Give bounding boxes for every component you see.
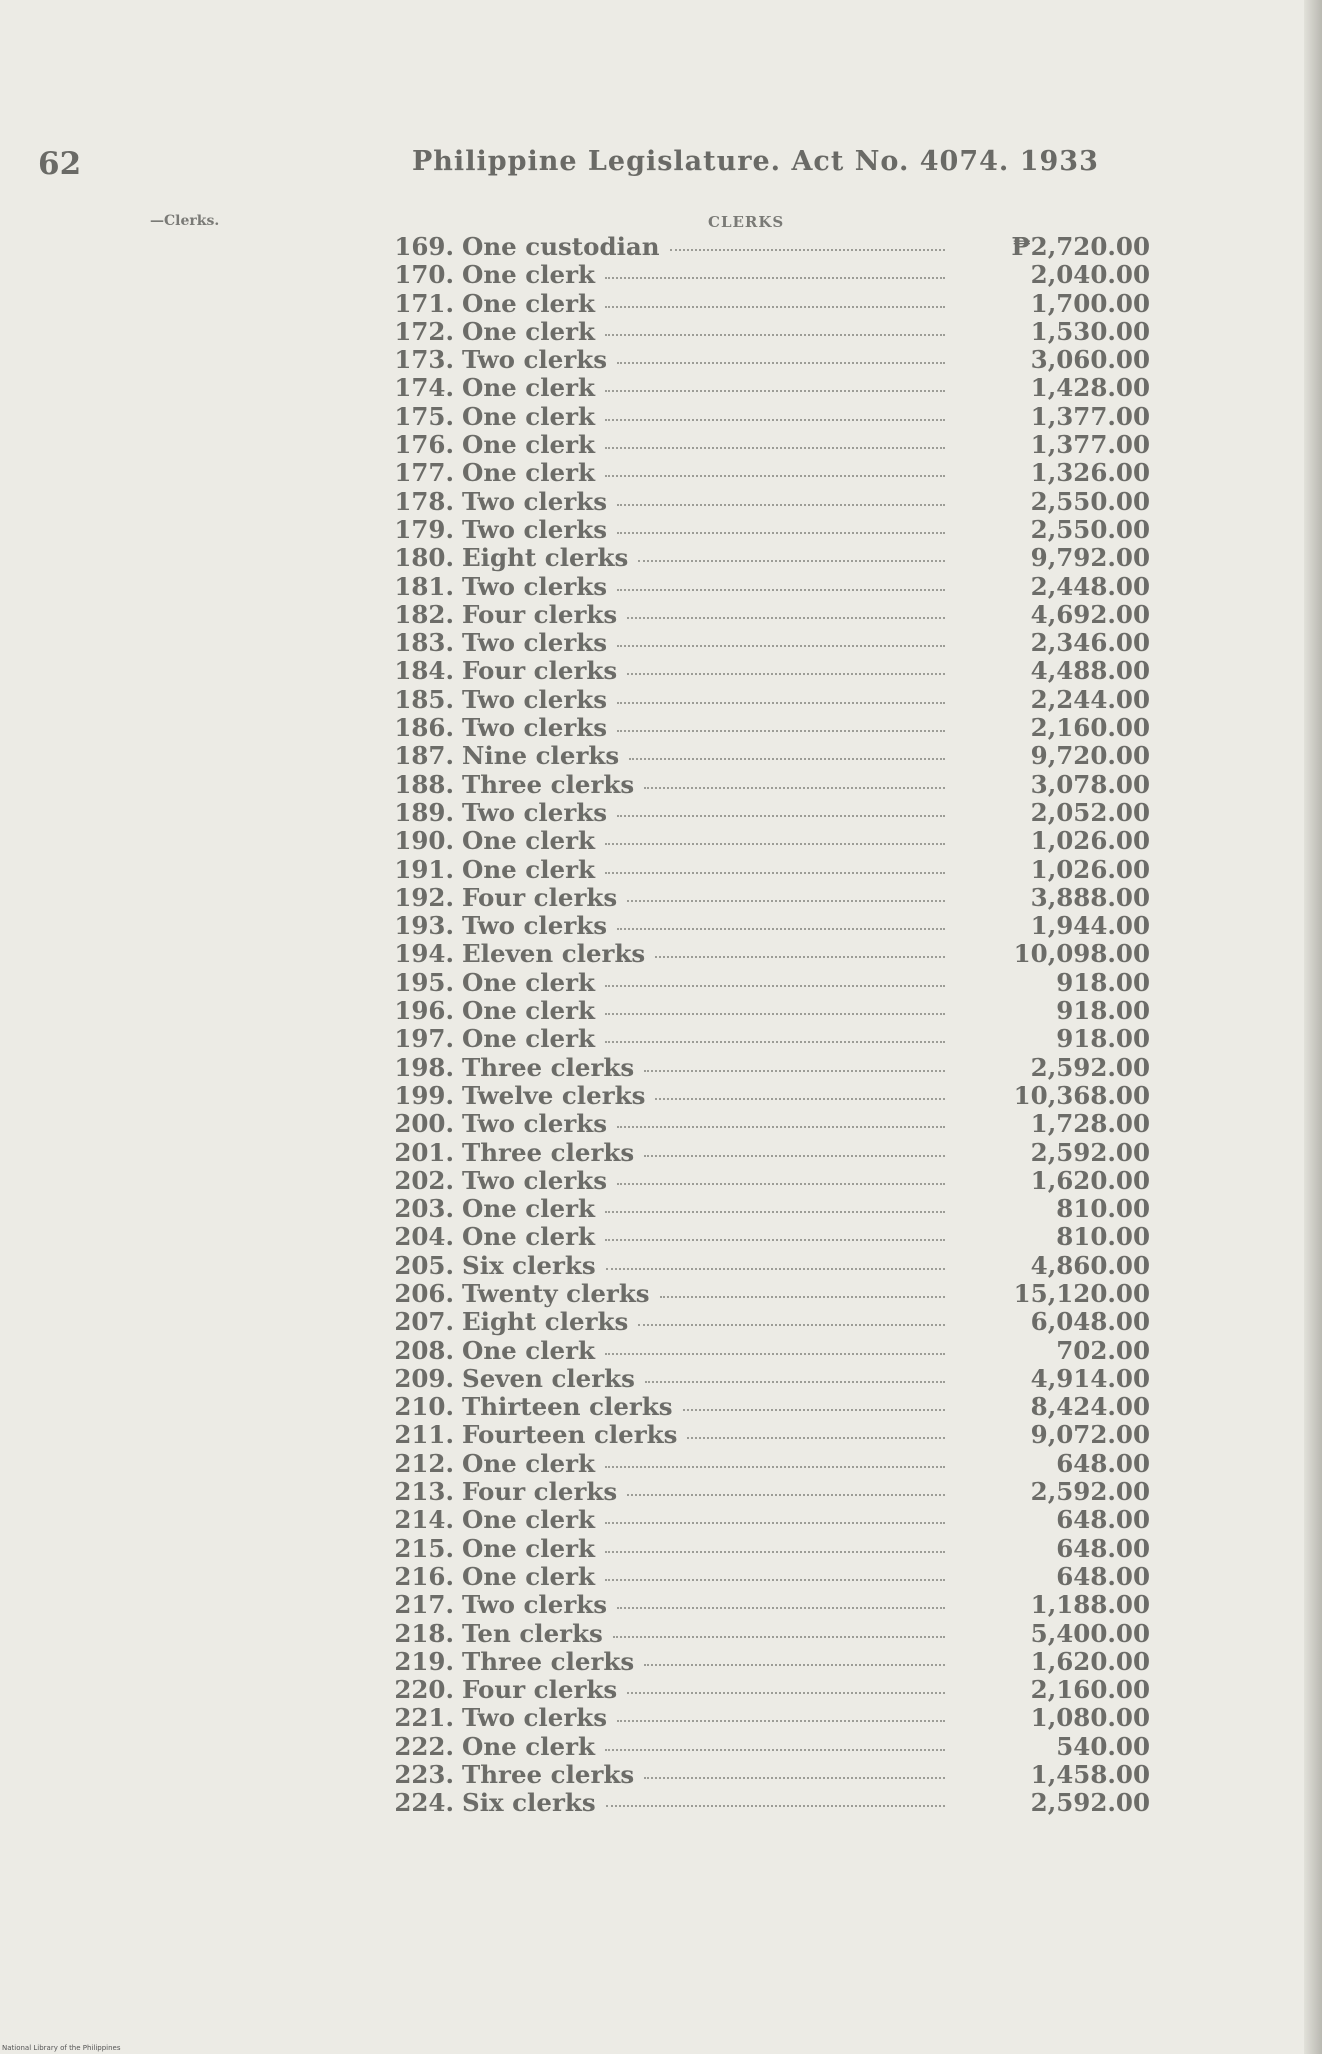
dot-leader [655,1098,945,1100]
list-item [370,1449,1150,1477]
item-amount: 15,120.00 [1013,1278,1150,1308]
item-number: 187. [394,741,454,771]
item-number: 181. [394,571,454,601]
dot-leader [606,1268,945,1270]
item-amount: 9,072.00 [1030,1420,1150,1450]
item-amount: 648.00 [1056,1505,1150,1535]
item-amount: 1,944.00 [1030,911,1150,941]
item-description: One clerk [462,260,595,290]
item-amount: 648.00 [1056,1561,1150,1591]
dot-leader [617,589,945,591]
item-number: 223. [394,1760,454,1790]
list-item [370,1760,1150,1788]
item-number: 185. [394,684,454,714]
dot-leader [617,1126,945,1128]
item-number: 207. [394,1307,454,1337]
item-description: Two clerks [462,1590,607,1620]
item-description: One clerk [462,1194,595,1224]
item-amount: 918.00 [1056,1024,1150,1054]
item-amount: 1,530.00 [1030,316,1150,346]
item-amount: 9,720.00 [1030,741,1150,771]
list-item [370,1109,1150,1137]
item-description: Twenty clerks [462,1278,650,1308]
item-description: Seven clerks [462,1363,635,1393]
dot-leader [605,475,945,477]
item-amount: 1,700.00 [1030,288,1150,318]
item-amount: 3,888.00 [1030,882,1150,912]
list-item [370,1307,1150,1335]
dot-leader [605,1749,945,1751]
item-description: Two clerks [462,1109,607,1139]
item-amount: 1,728.00 [1030,1109,1150,1139]
item-description: One clerk [462,1335,595,1365]
item-number: 180. [394,543,454,573]
dot-leader [605,872,945,874]
dot-leader [605,985,945,987]
item-number: 211. [394,1420,454,1450]
list-item [370,968,1150,996]
item-number: 178. [394,486,454,516]
list-item [370,515,1150,543]
item-description: One clerk [462,1731,595,1761]
item-number: 218. [394,1618,454,1648]
item-description: Three clerks [462,1760,635,1790]
item-number: 221. [394,1703,454,1733]
dot-leader [627,673,945,675]
item-amount: 918.00 [1056,996,1150,1026]
list-item [370,1534,1150,1562]
item-description: Six clerks [462,1788,596,1818]
dot-leader [605,419,945,421]
item-number: 191. [394,854,454,884]
list-item [370,826,1150,854]
dot-leader [617,362,945,364]
item-description: Four clerks [462,1675,618,1705]
item-number: 213. [394,1477,454,1507]
dot-leader [605,390,945,392]
list-item [370,1562,1150,1590]
item-amount: 4,488.00 [1030,656,1150,686]
dot-leader [627,617,945,619]
list-item [370,1619,1150,1647]
item-description: Two clerks [462,628,607,658]
list-item [370,260,1150,288]
list-item [370,911,1150,939]
item-amount: 1,620.00 [1030,1165,1150,1195]
item-description: One clerk [462,1505,595,1535]
item-description: Four clerks [462,656,618,686]
item-number: 193. [394,911,454,941]
item-number: 216. [394,1561,454,1591]
list-item [370,317,1150,345]
list-item [370,1392,1150,1420]
list-item [370,345,1150,373]
dot-leader [629,758,945,760]
section-heading: CLERKS [708,213,785,231]
dot-leader [617,928,945,930]
item-amount: 2,550.00 [1030,486,1150,516]
item-amount: 1,377.00 [1030,401,1150,431]
item-description: One clerk [462,430,595,460]
dot-leader [613,1636,945,1638]
item-amount: 1,326.00 [1030,458,1150,488]
dot-leader [605,277,945,279]
list-item [370,543,1150,571]
dot-leader [605,334,945,336]
list-item [370,1477,1150,1505]
item-amount: 5,400.00 [1030,1618,1150,1648]
list-item [370,1053,1150,1081]
item-amount: 1,428.00 [1030,373,1150,403]
item-number: 201. [394,1137,454,1167]
list-item [370,1222,1150,1250]
item-amount: 2,550.00 [1030,514,1150,544]
item-amount: 648.00 [1056,1448,1150,1478]
item-number: 195. [394,967,454,997]
dot-leader [644,1777,945,1779]
list-item [370,1166,1150,1194]
item-amount: 3,060.00 [1030,345,1150,375]
margin-note: —Clerks. [150,213,220,229]
item-number: 202. [394,1165,454,1195]
item-amount: 918.00 [1056,967,1150,997]
item-description: Two clerks [462,514,607,544]
item-number: 214. [394,1505,454,1535]
dot-leader [660,1296,945,1298]
item-description: One clerk [462,1561,595,1591]
list-item [370,458,1150,486]
list-item [370,373,1150,401]
list-item [370,572,1150,600]
dot-leader [627,1494,945,1496]
dot-leader [617,504,945,506]
dot-leader [605,1239,945,1241]
item-amount: 648.00 [1056,1533,1150,1563]
list-item [370,1336,1150,1364]
list-item [370,883,1150,911]
item-description: Ten clerks [462,1618,603,1648]
list-item [370,1138,1150,1166]
dot-leader [617,1720,945,1722]
item-amount: 1,026.00 [1030,826,1150,856]
dot-leader [617,1607,945,1609]
dot-leader [605,447,945,449]
running-head: Philippine Legislature. Act No. 4074. 1933 [412,146,1099,177]
item-amount: 2,448.00 [1030,571,1150,601]
item-number: 222. [394,1731,454,1761]
item-amount: 2,346.00 [1030,628,1150,658]
item-description: Two clerks [462,911,607,941]
item-amount: 3,078.00 [1030,769,1150,799]
dot-leader [644,1155,945,1157]
dot-leader [644,787,945,789]
item-number: 215. [394,1533,454,1563]
dot-leader [617,645,945,647]
item-number: 194. [394,939,454,969]
item-number: 212. [394,1448,454,1478]
item-description: One clerk [462,1222,595,1252]
dot-leader [617,815,945,817]
item-amount: 2,592.00 [1030,1477,1150,1507]
item-number: 210. [394,1392,454,1422]
dot-leader [644,1070,945,1072]
item-amount: 4,860.00 [1030,1250,1150,1280]
list-item [370,487,1150,515]
dot-leader [605,843,945,845]
dot-leader [605,1579,945,1581]
item-number: 188. [394,769,454,799]
dot-leader [638,1324,945,1326]
item-description: Six clerks [462,1250,596,1280]
item-description: One clerk [462,401,595,431]
dot-leader [605,306,945,308]
item-amount: 2,244.00 [1030,684,1150,714]
item-amount: 4,914.00 [1030,1363,1150,1393]
item-number: 192. [394,882,454,912]
item-description: One clerk [462,288,595,318]
item-amount: 2,592.00 [1030,1052,1150,1082]
item-amount: 2,160.00 [1030,1675,1150,1705]
item-description: One clerk [462,1533,595,1563]
item-number: 170. [394,260,454,290]
item-amount: 2,160.00 [1030,713,1150,743]
dot-leader [617,730,945,732]
item-description: Two clerks [462,684,607,714]
dot-leader [687,1437,945,1439]
item-amount: 9,792.00 [1030,543,1150,573]
list-item [370,1505,1150,1533]
item-amount: 2,052.00 [1030,797,1150,827]
item-description: Three clerks [462,1137,635,1167]
item-description: Fourteen clerks [462,1420,678,1450]
item-description: One clerk [462,1448,595,1478]
item-number: 197. [394,1024,454,1054]
item-number: 203. [394,1194,454,1224]
item-amount: 1,080.00 [1030,1703,1150,1733]
item-number: 224. [394,1788,454,1818]
item-number: 209. [394,1363,454,1393]
item-description: One clerk [462,373,595,403]
item-number: 184. [394,656,454,686]
item-number: 205. [394,1250,454,1280]
item-number: 171. [394,288,454,318]
item-number: 217. [394,1590,454,1620]
item-description: One clerk [462,996,595,1026]
item-description: Eight clerks [462,1307,629,1337]
item-description: Three clerks [462,1052,635,1082]
dot-leader [605,1041,945,1043]
item-description: Two clerks [462,345,607,375]
item-description: Two clerks [462,1703,607,1733]
item-description: Four clerks [462,599,618,629]
item-description: Eleven clerks [462,939,646,969]
list-item [370,1251,1150,1279]
item-number: 175. [394,401,454,431]
list-item [370,855,1150,883]
item-description: One clerk [462,458,595,488]
item-description: One clerk [462,316,595,346]
item-number: 169. [394,232,454,261]
item-number: 208. [394,1335,454,1365]
dot-leader [605,1353,945,1355]
list-item [370,741,1150,769]
item-amount: 1,458.00 [1030,1760,1150,1790]
item-description: One clerk [462,826,595,856]
item-number: 172. [394,316,454,346]
item-amount: 1,377.00 [1030,430,1150,460]
dot-leader [627,1692,945,1694]
item-amount: 10,098.00 [1013,939,1150,969]
item-description: One clerk [462,854,595,884]
dot-leader [606,1805,945,1807]
item-description: Three clerks [462,1646,635,1676]
item-description: Two clerks [462,797,607,827]
dot-leader [670,249,945,251]
item-number: 173. [394,345,454,375]
list-item [370,1675,1150,1703]
item-description: Three clerks [462,769,635,799]
item-number: 220. [394,1675,454,1705]
item-description: Two clerks [462,486,607,516]
item-number: 219. [394,1646,454,1676]
item-amount: 2,592.00 [1030,1137,1150,1167]
item-description: Eight clerks [462,543,629,573]
item-amount: 702.00 [1056,1335,1150,1365]
dot-leader [605,1522,945,1524]
item-amount: 1,620.00 [1030,1646,1150,1676]
item-amount: 10,368.00 [1013,1080,1150,1110]
list-item [370,1420,1150,1448]
list-item [370,770,1150,798]
dot-leader [645,1381,945,1383]
dot-leader [605,1013,945,1015]
appropriation-list [370,232,1150,1817]
list-item [370,656,1150,684]
list-item [370,713,1150,741]
item-number: 176. [394,430,454,460]
item-number: 204. [394,1222,454,1252]
item-description: One clerk [462,967,595,997]
item-description: Thirteen clerks [462,1392,673,1422]
list-item [370,430,1150,458]
list-item [370,798,1150,826]
dot-leader [617,1183,945,1185]
item-number: 206. [394,1278,454,1308]
page-edge-shadow [1304,0,1322,2054]
list-item [370,289,1150,317]
dot-leader [617,702,945,704]
item-amount: 1,026.00 [1030,854,1150,884]
list-item [370,1732,1150,1760]
item-amount: ₱2,720.00 [1011,232,1150,261]
item-amount: 2,592.00 [1030,1788,1150,1818]
item-number: 196. [394,996,454,1026]
dot-leader [605,1551,945,1553]
item-number: 174. [394,373,454,403]
dot-leader [683,1409,945,1411]
item-description: Four clerks [462,882,618,912]
item-number: 200. [394,1109,454,1139]
list-item [370,1194,1150,1222]
item-description: Four clerks [462,1477,618,1507]
dot-leader [605,1466,945,1468]
list-item [370,1081,1150,1109]
item-description: One custodian [462,232,660,261]
list-item [370,600,1150,628]
list-item [370,1647,1150,1675]
dot-leader [627,900,945,902]
item-number: 199. [394,1080,454,1110]
item-description: Two clerks [462,571,607,601]
page-number: 62 [38,146,82,182]
dot-leader [644,1664,945,1666]
item-description: Twelve clerks [462,1080,646,1110]
item-number: 198. [394,1052,454,1082]
item-number: 182. [394,599,454,629]
footer-credit: National Library of the Philippines [2,2044,121,2052]
dot-leader [638,560,945,562]
item-description: Two clerks [462,713,607,743]
dot-leader [605,1211,945,1213]
item-amount: 810.00 [1056,1194,1150,1224]
item-number: 183. [394,628,454,658]
item-description: Two clerks [462,1165,607,1195]
item-description: Nine clerks [462,741,620,771]
item-number: 186. [394,713,454,743]
item-amount: 1,188.00 [1030,1590,1150,1620]
item-number: 179. [394,514,454,544]
item-amount: 2,040.00 [1030,260,1150,290]
item-amount: 540.00 [1056,1731,1150,1761]
list-item [370,402,1150,430]
item-number: 189. [394,797,454,827]
item-amount: 810.00 [1056,1222,1150,1252]
list-item [370,685,1150,713]
list-item [370,996,1150,1024]
list-item [370,1703,1150,1731]
list-item [370,939,1150,967]
dot-leader [655,956,945,958]
item-number: 177. [394,458,454,488]
list-item [370,1590,1150,1618]
item-amount: 8,424.00 [1030,1392,1150,1422]
list-item [370,1788,1150,1816]
item-description: One clerk [462,1024,595,1054]
list-item [370,1279,1150,1307]
list-item [370,232,1150,260]
item-number: 190. [394,826,454,856]
list-item [370,628,1150,656]
dot-leader [617,532,945,534]
list-item [370,1364,1150,1392]
list-item [370,1024,1150,1052]
item-amount: 4,692.00 [1030,599,1150,629]
item-amount: 6,048.00 [1030,1307,1150,1337]
